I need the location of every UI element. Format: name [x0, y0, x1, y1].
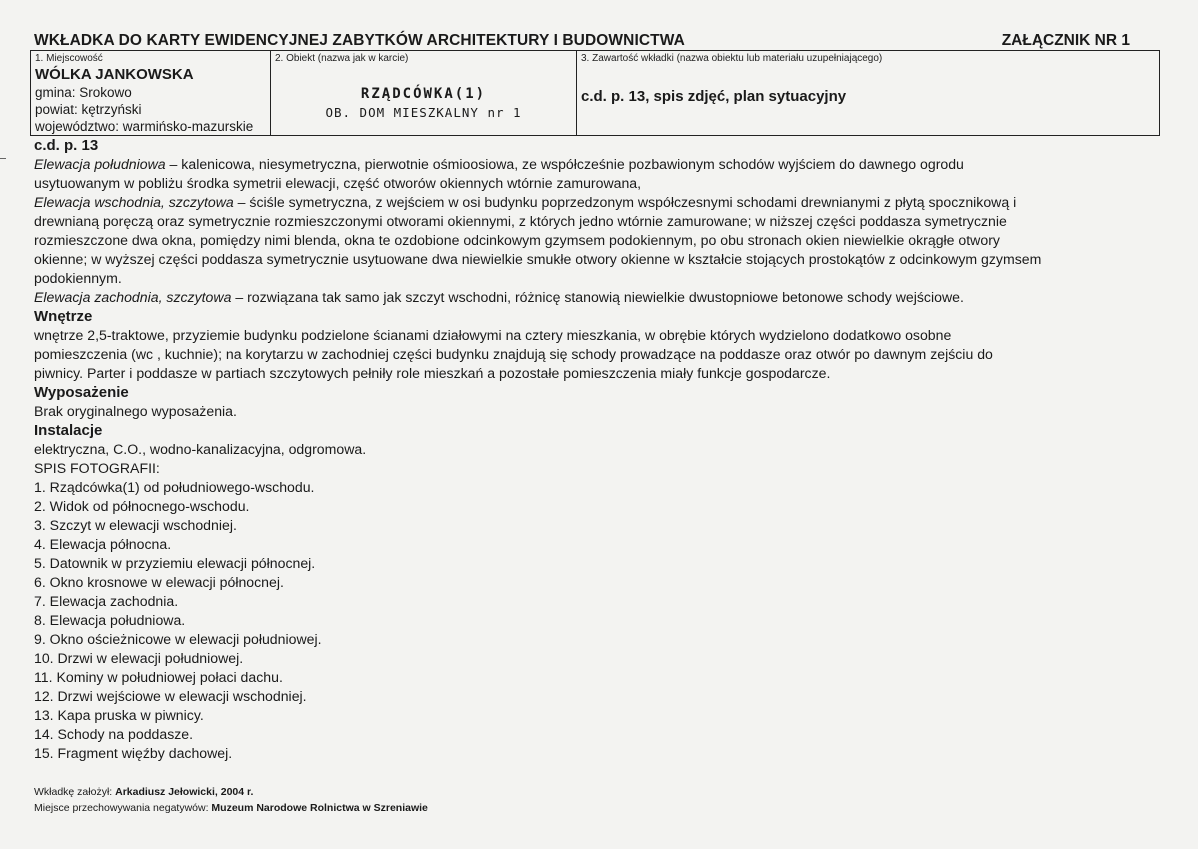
object-name: RZĄDCÓWKA(1) [360, 86, 487, 102]
photo-list-item: 10. Drzwi w elewacji południowej. [34, 650, 244, 666]
founder-value: Arkadiusz Jełowicki, 2004 r. [115, 786, 254, 798]
installations-text: elektryczna, C.O., wodno-kanalizacyjna, odgromowa. [34, 441, 367, 457]
equipment-heading: Wyposażenie [34, 384, 129, 401]
object-cell [271, 51, 577, 135]
east-elevation-lead: Elewacja wschodnia, szczytowa [34, 194, 234, 210]
storage-label: Miejsce przechowywania negatywów: [34, 802, 212, 814]
south-elevation-lead: Elewacja południowa [34, 156, 166, 172]
interior-heading: Wnętrze [34, 308, 93, 325]
photo-list [34, 478, 1174, 763]
footer [34, 784, 428, 816]
photo-list-item: 8. Elewacja południowa. [34, 612, 186, 628]
photo-list-item: 15. Fragment więźby dachowej. [34, 745, 233, 761]
object-label: 2. Obiekt (nazwa jak w karcie) [275, 53, 409, 64]
object-subtitle: OB. DOM MIESZKALNY nr 1 [325, 105, 522, 120]
scan-edge-mark [0, 158, 6, 159]
founder-label: Wkładkę założył: [34, 786, 116, 798]
photo-list-item: 2. Widok od północnego-wschodu. [34, 498, 250, 514]
content-label: 3. Zawartość wkładki (nazwa obiektu lub materiału uzupełniającego) [581, 53, 883, 64]
photo-list-heading: SPIS FOTOGRAFII: [34, 460, 160, 476]
photo-list-item: 11. Kominy w południowej połaci dachu. [34, 669, 283, 685]
content-value: c.d. p. 13, spis zdjęć, plan sytuacyjny [581, 88, 847, 105]
place-cell [31, 51, 271, 135]
east-elevation-line-5: podokiennym. [34, 270, 122, 286]
place-label: 1. Miejscowość [35, 53, 103, 64]
storage-value: Muzeum Narodowe Rolnictwa w Szreniawie [211, 802, 428, 814]
photo-list-item: 6. Okno krosnowe w elewacji północnej. [34, 574, 284, 590]
photo-list-item: 4. Elewacja północna. [34, 536, 172, 552]
photo-list-item: 3. Szczyt w elewacji wschodniej. [34, 517, 237, 533]
installations-heading: Instalacje [34, 422, 103, 439]
interior-line-1: wnętrze 2,5-traktowe, przyziemie budynku podzielone ścianami działowymi na cztery mieszkania, w obrębie których wydzielono dodatkowo osobne [34, 327, 952, 343]
photo-list-item: 14. Schody na poddasze. [34, 726, 194, 742]
photo-list-item: 12. Drzwi wejściowe w elewacji wschodniej. [34, 688, 307, 704]
metadata-table [30, 50, 1160, 136]
east-elevation-line-4: okienne; w wyższej części poddasza symetrycznie usytuowane dwa niewielkie smukłe otwory okienne w kształcie stojących prostokątów z odcinkowym gzymsem [34, 251, 1042, 267]
photo-list-item: 9. Okno ościeżnicowe w elewacji południowej. [34, 631, 322, 647]
annex-number: ZAŁĄCZNIK NR 1 [1001, 32, 1130, 49]
interior-line-3: piwnicy. Parter i poddasze w partiach szczytowych pełniły role mieszkań a pozostałe pomieszczenia miały funkcje gospodarcze. [34, 365, 831, 381]
page-title: WKŁADKA DO KARTY EWIDENCYJNEJ ZABYTKÓW ARCHITEKTURY I BUDOWNICTWA [34, 32, 685, 49]
west-elevation-lead: Elewacja zachodnia, szczytowa [34, 289, 232, 305]
content-cell [577, 51, 1159, 135]
east-elevation-line-2: drewnianą poręczą oraz symetrycznie rozmieszczonymi otworami okiennymi, z których jedno wtórnie zamurowane; w niższej części poddasza symetrycznie [34, 213, 1007, 229]
interior-line-2: pomieszczenia (wc , kuchnie); na korytarzu w zachodniej części budynku znajdują się schody prowadzące na poddasze oraz otwór po dawnym zejściu do [34, 346, 993, 362]
founder-line [34, 784, 428, 800]
east-elevation-line-3: rozmieszczone dwa okna, pomiędzy nimi blenda, okna te ozdobione odcinkowym gzymsem podokiennym, po obu stronach okien niewielkie okrągłe otwory [34, 232, 1000, 248]
document-body [34, 136, 1174, 763]
powiat-line: powiat: kętrzyński [35, 102, 142, 117]
south-elevation-line-2: usytuowanym w pobliżu środka symetrii elewacji, część otworów okiennych wtórnie zamurowana, [34, 175, 642, 191]
storage-line [34, 800, 428, 816]
gmina-line: gmina: Srokowo [35, 85, 132, 100]
equipment-text: Brak oryginalnego wyposażenia. [34, 403, 237, 419]
photo-list-item: 13. Kapa pruska w piwnicy. [34, 707, 204, 723]
photo-list-item: 1. Rządcówka(1) od południowego-wschodu. [34, 479, 315, 495]
west-elevation-line-1: Elewacja zachodnia, szczytowa – rozwiązana tak samo jak szczyt wschodni, różnicę stanowią niewielkie dwustopniowe betonowe schody wejściowe. [34, 289, 964, 305]
photo-list-item: 5. Datownik w przyziemiu elewacji północnej. [34, 555, 316, 571]
south-elevation-line-1: Elewacja południowa – kalenicowa, niesymetryczna, pierwotnie ośmioosiowa, ze współcześnie pozbawionym schodów wyjściem do dawnego ogrodu [34, 156, 964, 172]
photo-list-item: 7. Elewacja zachodnia. [34, 593, 179, 609]
voivodeship-line: województwo: warmińsko-mazurskie [35, 119, 254, 134]
cd-heading: c.d. p. 13 [34, 137, 99, 154]
east-elevation-line-1: Elewacja wschodnia, szczytowa – ściśle symetryczna, z wejściem w osi budynku poprzedzonym współczesnymi schodami drewnianymi z płytą spocznikową i [34, 194, 1017, 210]
place-name: WÓLKA JANKOWSKA [35, 66, 194, 83]
